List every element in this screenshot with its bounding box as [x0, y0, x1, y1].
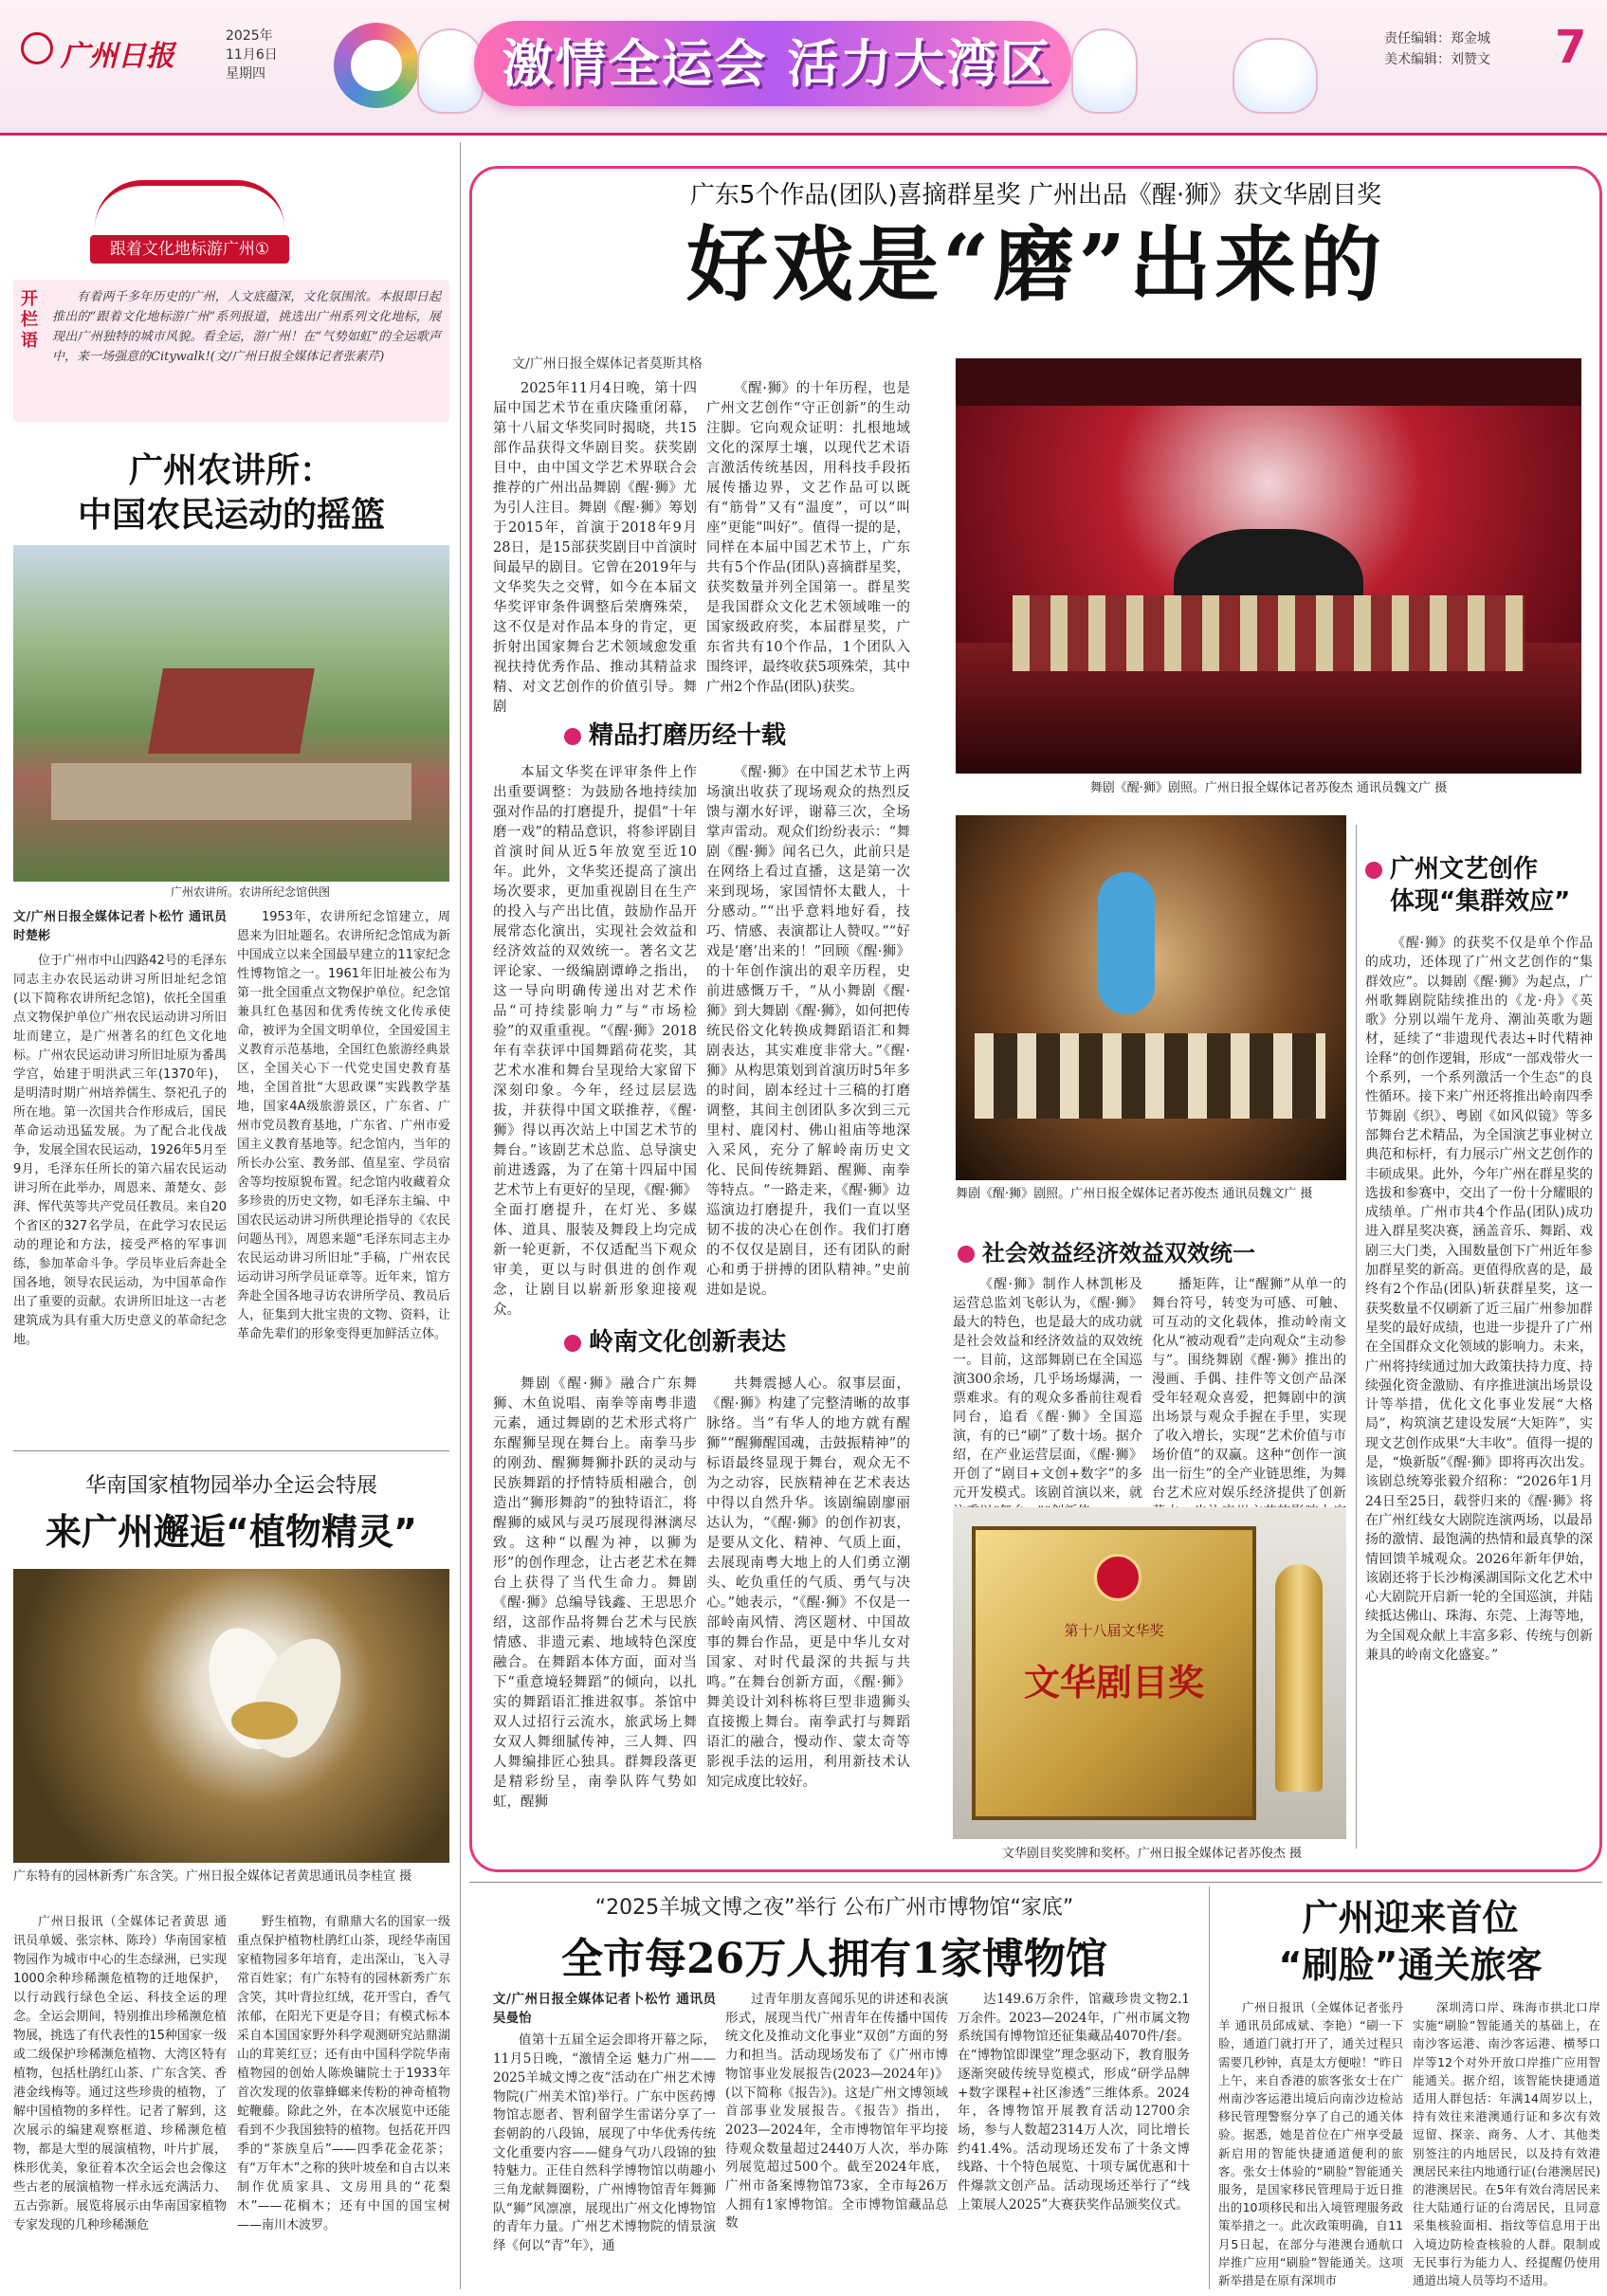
dancer-shape — [1098, 872, 1155, 1014]
left-article-text-col2: 1953年，农讲所纪念馆建立，周恩来为旧址题名。农讲所纪念馆成为新中国成立以来全国最早建立的11家纪念性博物馆之一。1961年旧址被公布为第一批全国重点文物保护单位。纪念馆兼具红色基因和优秀传统文化传承使命，被评为全国文明单位，全国爱国主义教育示范基地，全国红色旅游经典景区，全国关心下一代党史国史教育基地，全国首批“大思政课”实践教学基地，国家4A级旅游景区，广东省、广州市党员教育基地，广东省、广州市爱国主义教育基地等。纪念馆内，当年的所长办公室、教务部、值星室、学员宿舍等均按原貌布置。纪念馆内收藏着众多珍贵的历史文物，如毛泽东主编、中国农民运动讲习所供理论指导的《农民问题丛刊》，周恩来题“毛泽东同志主办农民运动讲习所旧址”手稿，广州农民运动讲习所学员证章等。近年来，馆方奔赴全国各地寻访农讲所学员、教员后人，征集到大批宝贵的文物、资料，让革命先辈们的形象变得更加鲜活立体。 — [237, 910, 450, 1341]
page-number: 7 — [1555, 21, 1587, 74]
garden-photo-caption: 广东特有的园林新秀广东含笑。广州日报全媒体记者黄思通讯员李桂宣 摄 — [13, 1869, 412, 1884]
left-article-text-col1: 位于广州市中山四路42号的毛泽东同志主办农民运动讲习所旧址纪念馆(以下简称农讲所纪念馆)，依托全国重点文物保护单位广州农民运动讲习所旧址而建立，是广州著名的红色文化地标。广州农民运动讲习所旧址原为番禺学宫，始建于明洪武三年(1370年)，是明清时期广州培养儒生、祭祀孔子的所在地。第一次国共合作形成后，国民革命运动迅猛发展。为了配合北伐战争，发展全国农民运动，1926年5月至9月，毛泽东任所长的第六届农民运动讲习所在此举办，周恩来、萧楚女、彭湃、恽代英等共产党员任教员。来自20个省区的327名学员，在此学习农民运动的理论和方法，接受严格的军事训练，参加革命斗争。学员毕业后奔赴全国各地，领导农民运动，为中国革命作出了重要的贡献。农讲所旧址这一古老建筑成为具有重大历史意义的革命纪念地。 — [13, 954, 227, 1347]
feature-inner-divider — [1356, 825, 1357, 1849]
museum-title: 全市每26万人拥有1家博物馆 — [561, 1935, 1107, 1983]
section-3-title: 社会效益经济效益双效统一 — [982, 1240, 1255, 1266]
stage-photo-2-caption: 舞剧《醒·狮》剧照。广州日报全媒体记者苏俊杰 通讯员魏文广 摄 — [956, 1187, 1313, 1201]
building-roof-shape — [148, 668, 315, 754]
column-divider — [1209, 1886, 1210, 2289]
main-title: 好戏是“磨”出来的 — [686, 217, 1385, 313]
main-intro-col1: 2025年11月4日晚，第十四届中国艺术节在重庆隆重闭幕，第十八届文华奖同时揭晓，共15部作品获得文华剧目奖。获奖剧目中，由中国文学艺术界联合会推荐的广州出品舞剧《醒·狮》尤为引人注目。舞剧《醒·狮》筹划于2015年，首演于2018年9月28日，是15部获奖剧目中首演时间最早的剧目。它曾在2019年与文华奖失之交臂，如今在本届文华奖评审条件调整后荣膺殊荣，这不仅是对作品本身的肯定，更折射出国家舞台艺术领域愈发重视扶持优秀作品、推动其精益求精、对文艺创作的价值引导。舞剧 — [493, 381, 697, 715]
art-editor: 美术编辑：刘赞文 — [1384, 52, 1490, 67]
landmark-arch-icon — [95, 180, 284, 228]
mascot-icon — [1233, 38, 1318, 114]
magnolia-photo — [13, 1569, 449, 1863]
issue-weekday: 星期四 — [226, 66, 265, 82]
border-title — [1218, 1894, 1602, 1989]
dancers-shape — [975, 1033, 1325, 1119]
main-kicker: 广东5个作品(团队)喜摘群星奖 广州出品《醒·狮》获文华剧目奖 — [689, 181, 1382, 210]
garden-title: 来广州邂逅“植物精灵” — [46, 1511, 417, 1553]
stage-photo-1 — [956, 358, 1581, 774]
section-2-col2: 共舞震撼人心。叙事层面，《醒·狮》构建了完整清晰的故事脉络。当“有华人的地方就有醒狮”“醒狮醒国魂，击鼓振精神”的标语最终显现于舞台，观众无不为之动容，民族精神在艺术表达中得以自然升华。该剧编剧廖丽达认为，“《醒·狮》的创作初衷，是要从文化、精神、气质上面，去展现南粤大地上的人们勇立潮头、屹负重任的气质、勇气与决心。”她表示，“《醒·狮》不仅是一部岭南风情、湾区题材、中国故事的舞台作品，更是中华儿女对国家、对时代最深的共振与共鸣。”在舞台创新方面，《醒·狮》舞美设计刘科栋将巨型非遗狮头直接搬上舞台。南拳武打与舞蹈语汇的融合，慢动作、蒙太奇等影视手法的运用，利用新技术认知完成度比较好。 — [706, 1376, 910, 1790]
left-article-title-2: 中国农民运动的摇篮 — [77, 496, 385, 535]
editor-credits — [1384, 28, 1490, 70]
bullet-icon — [564, 1335, 581, 1352]
award-emblem-icon — [1094, 1554, 1141, 1601]
issue-day: 11月6日 — [226, 47, 278, 63]
museum-col1 — [493, 1991, 716, 2290]
left-article-body-col1 — [13, 908, 227, 1434]
column-intro-tag: 开栏语 — [21, 289, 38, 351]
theme-banner-text: 激情全运会 活力大湾区 — [502, 34, 1053, 94]
museum-kicker: “2025羊城文博之夜”举行 公布广州市博物馆“家底” — [594, 1896, 1074, 1920]
award-photo-caption: 文华剧目奖奖牌和奖杯。广州日报全媒体记者苏俊杰 摄 — [1001, 1847, 1303, 1861]
stamen-shape — [231, 1702, 298, 1740]
dancers-shape — [1013, 595, 1525, 671]
section-1-col2: 《醒·狮》在中国艺术节上两场演出收获了现场观众的热烈反馈与潮水好评，谢幕三次，全场掌声雷动。观众们纷纷表示：“舞剧《醒·狮》闻名已久，此前只是在网络上看过直播，这是第一次来到现场，家国情怀太戳人，十分感动。”“出乎意料地好看，技巧、情感、表演都让人赞叹。”“好戏是‘磨’出来的！”回顾《醒·狮》的十年创作演出的艰辛历程，史前进感慨万千，“从小舞剧《醒·狮》到大舞剧《醒·狮》，如何把传统民俗文化转换成舞蹈语汇和舞剧表达，其实难度非常大。”《醒·狮》从构思策划到首演历时5年多的时间，剧本经过十三稿的打磨调整，其间主创团队多次到三元里村、鹿冈村、佛山祖庙等地深入采风，充分了解岭南历史文化、民间传统舞蹈、醒狮、南拳等特点。“一路走来，《醒·狮》边巡演边打磨提升，我们一直以坚韧不拔的决心在创作。我们打磨的不仅仅是剧目，还有团队的耐心和勇于拼搏的团队精神。”史前进如是说。 — [706, 765, 910, 1298]
left-article-title-1: 广州农讲所： — [128, 451, 334, 490]
border-text-col1: 广州日报讯（全媒体记者张丹羊 通讯员邱成斌、李艳）“刷一下脸，通道门就打开了，通关过程只需要几秒钟，真是太方便啦！”昨日上午，来自香港的旅客张女士在广州南沙客运港出境后向南沙边检站移民管理警察分享了自己的通关体验。据悉，她是首位在广州享受最新启用的智能快捷通道便利的旅客。张女士体验的“刷脸”智能通关服务，是国家移民管理局于近日推出的10项移民和出入境管理服务政策举措之一。此次政策明确，自11月5日起，在部分与港澳台通航口岸推广应用“刷脸”智能通关。这项新举措是在原有深圳市 — [1218, 2000, 1403, 2288]
section-1-title: 精品打磨历经十载 — [589, 721, 787, 750]
issue-date — [226, 27, 278, 83]
column-label: 跟着文化地标游广州① — [90, 235, 289, 264]
section-4-title-2: 体现“集群效应” — [1390, 887, 1571, 916]
newspaper-name: 广州日报 — [61, 40, 174, 73]
museum-text-col1: 值第十五届全运会即将开幕之际，11月5日晚，“激情全运 魅力广州——2025羊城文博之夜”活动在广州艺术博物院(广州美术馆)举行。广东中医药博物馆志愿者、智利留学生雷诺分享了一套朝韵的八段锦，展现了中华优秀传统文化重要内容——健身气功八段锦的独特魅力。正佳自然科学博物馆以萌趣小三角龙献舞圈粉，广州博物馆青年舞狮队“狮”风凛凛，展现出广州文化博物馆的青年力量。广州艺术博物院的情景演绎《何以“青”年》，通 — [493, 2032, 716, 2254]
stage-photo-1-caption: 舞剧《醒·狮》剧照。广州日报全媒体记者苏俊杰 通讯员魏文广 摄 — [1089, 781, 1448, 795]
section-4-heading — [1365, 853, 1593, 918]
garden-text-col1: 广州日报讯（全媒体记者黄思 通讯员单媛、张宗林、陈玲）华南国家植物园作为城市中心的生态绿洲，已实现1000余种珍稀濒危植物的迁地保护，以行动践行绿色全运、科技全运的理念。全运会期间，特别推出珍稀濒危植物展，挑选了有代表性的15种国家一级或二级保护珍稀濒危植物、大湾区特有植物，包括杜鹃红山茶、广东含笑、香港金线梅等。通过这些珍贵的植物，了解中国植物的多样性。记者了解到，这次展示的编建观察框道、珍稀濒危植物，都是大型的展演植物，叶片扩展，株形优美，象征着本次全运会也会像这些古老的展演植物一样永远充满活力、五古弥新。展览将展示由华南国家植物专家发现的几种珍稀濒危 — [13, 1915, 227, 2232]
museum-text-col3: 达149.6万余件，馆藏珍贵文物2.1万余件。2023—2024年，广州市属文物系统国有博物馆还征集藏品4070件/套。在“博物馆即课堂”理念驱动下，教育服务逐渐突破传统导览模式，形成“研学品牌+数字课程+社区渗透”三维体系。2024年，各博物馆开展教育活动12700余场，参与人数超2314万人次，同比增长约41.4%。活动现场还发布了十条文博线路、十个特色展览、十项专属优惠和十件爆款文创产品。活动现场还举行了“线上策展人2025”大赛获奖作品颁奖仪式。 — [958, 1992, 1190, 2213]
section-2-col1: 舞剧《醒·狮》融合广东舞狮、木鱼说唱、南拳等南粤非遗元素，通过舞剧的艺术形式将广东醒狮呈现在舞台上。南拳马步的刚劲、醒狮舞狮扑跃的灵动与民族舞蹈的抒情特质相融合，创造出“狮形舞韵”的独特语汇，将醒狮的威风与灵巧展现得淋漓尽致。这种“以醒为神，以狮为形”的创作理念，让古老艺术在舞台上获得了当代生命力。舞剧《醒·狮》总编导钱鑫、王思思介绍，这部作品将舞台艺术与民族情感、非遗元素、地域特色深度融合。在舞蹈本体方面，面对当下“重意境轻舞蹈”的倾向，以扎实的舞蹈语汇推进叙事。茶馆中双人过招行云流水，旅武场上舞女双人舞细腻传神，三人舞、四人舞编排匠心独具。群舞段落更是精彩纷呈，南拳队阵气势如虹，醒狮 — [493, 1376, 697, 1810]
stage-photo-2 — [956, 815, 1346, 1180]
garden-text-col2: 野生植物，有鼎鼎大名的国家一级重点保护植物杜鹃红山茶，现经华南国家植物园多年培育，走出深山，飞入寻常百姓家；有广东特有的园林新秀广东含笑，其叶背拉红绒，花开雪白，香气浓郁，在阳光下更是夺目；有模式标本采自本国国家野外科学观测研究站鼎湖山的茸荚红豆；还有由中国科学院华南植物园的创始人陈焕镛院士于1933年首次发现的依靠蜂螂来传粉的神奇植物蛇鞭藤。除此之外，在本次展览中还能看到不少我国独特的植物。包括花开四季的“茶族皇后”——四季花金花茶；有“万年木”之称的狭叶坡垒和自古以来制作优质家具、文房用具的“花梨木”——花榈木；还有中国的国宝树——南川木波罗。 — [237, 1915, 450, 2232]
border-title-2: “刷脸”通关旅客 — [1278, 1944, 1543, 1986]
section-3-heading — [958, 1234, 1356, 1267]
award-trophy-icon — [1275, 1564, 1323, 1792]
left-divider — [13, 1450, 449, 1451]
section-2-heading — [564, 1322, 905, 1358]
newspaper-logo-icon — [21, 32, 53, 64]
section-1-col1: 本届文华奖在评审条件上作出重要调整：为鼓励各地持续加强对作品的打磨提升，提倡“十年磨一戏”的精品意识，将参评剧目首演时间从近5年放宽至近10年。此外，文华奖还提高了演出场次要求，更加重视剧目在生产的投入与产出比值，鼓励作品开展常态化演出，实现社会效益和经济效益的双效统一。著名文艺评论家、一级编剧谭峥之指出，这一导向明确传递出对艺术作品“可持续影响力”与“市场检验”的双重重视。“《醒·狮》2018年有幸获评中国舞蹈荷花奖，其艺术水准和舞台呈现给大家留下深刻印象。今年，经过层层选拔，并获得中国文联推荐，《醒·狮》得以再次站上中国艺术节的舞台。”该剧艺术总监、总导演史前进透露，为了在第十四届中国艺术节上有更好的呈现，《醒·狮》全面打磨提升，在灯光、多媒体、道具、服装及舞段上均完成新一轮更新，不仅适配当下观众审美，更以与时俱进的创作观念，让剧目以崭新形象迎接观众。 — [493, 765, 697, 1318]
column-intro-text: 有着两千多年历史的广州，人文底蕴深，文化氛围浓。本报即日起推出的“跟着文化地标游广州”系列报道，挑选出广州系列文化地标，展现出广州独特的城市风貌。看全运，游广州！在“气势如虹”的全运歌声中，来一场强意的Citywalk!(文/广州日报全媒体记者张素芹) — [52, 290, 441, 364]
award-plaque-line1: 第十八届文华奖 — [1064, 1622, 1164, 1639]
column-divider — [460, 142, 461, 2289]
museum-byline: 文/广州日报全媒体记者卜松竹 通讯员吴曼怡 — [493, 1992, 716, 2026]
mascot-icon — [417, 28, 484, 114]
award-plaque-line2: 文华剧目奖 — [1023, 1661, 1204, 1704]
museum-text-col2: 过青年朋友喜闻乐见的讲述和表演形式，展现当代广州青年在传播中国传统文化及推动文化事业“双创”方面的努力和担当。活动现场发布了《广州市博物馆事业发展报告(2023—2024年)》(以下简称《报告》)。这是广州文博领域首部事业发展报告。《报告》指出，2023—2024年，全市博物馆年平均接待观众数量超过2440万人次，举办陈列展览超过500个。截至2024年底，广州市备案博物馆73家，全市每26万人拥有1家博物馆。全市博物馆藏品总数 — [725, 1992, 948, 2232]
main-byline: 文/广州日报全媒体记者莫斯其格 — [512, 356, 703, 372]
masthead-divider — [0, 133, 1607, 136]
section-2-title: 岭南文化创新表达 — [589, 1328, 787, 1357]
courtyard-shape — [51, 763, 411, 820]
section-4-title-1: 广州文艺创作 — [1390, 855, 1539, 884]
bullet-icon — [564, 728, 581, 745]
main-intro-col2: 《醒·狮》的十年历程，也是广州文艺创作“守正创新”的生动注脚。它向观众证明：扎根地域文化的深厚土壤，以现代艺术语言激活传统基因，用科技手段拓展传播边界，文艺作品可以既有“筋骨”又有“温度”，可以“叫座”更能“叫好”。值得一提的是，同样在本届中国艺术节上，广东共有5个作品(团队)喜摘群星奖，获奖数量并列全国第一。群星奖是我国群众文化艺术领域唯一的国家级政府奖，本届群星奖，广东省共有10个作品，1个团队入围终评，最终收获5项殊荣，其中广州2个作品(团队)获奖。 — [706, 381, 910, 695]
left-article-byline: 文/广州日报全媒体记者卜松竹 通讯员时楚彬 — [13, 910, 227, 943]
award-plaque — [972, 1526, 1256, 1820]
section-3-col1: 《醒·狮》制作人林凯彬及运营总监刘飞彰认为，《醒·狮》最大的特色，也是最大的成功就是社会效益和经济效益的双效统一。目前，这部舞剧已在全国巡演300余场，几乎场场爆满，一票难求。有的观众多番前往观看同台，追看《醒·狮》全国巡演，有的已“刷”了数十场。据介绍，在产业运营层面，《醒·狮》开创了“剧目+文创+数字”的多元开发模式。该剧首演以来，就 — [953, 1277, 1142, 1501]
award-photo — [953, 1507, 1346, 1839]
games-emblem-center — [351, 40, 402, 91]
issue-year: 2025年 — [226, 28, 273, 44]
bottom-divider — [469, 1882, 1602, 1883]
border-text-col2: 深圳湾口岸、珠海市拱北口岸实施“刷脸”智能通关的基础上，在南沙客运港、南沙客运港、横琴口岸等12个对外开放口岸推广应用智能通关。据介绍，该智能快捷通道适用人群包括：年满14周岁以上，持有效往来港澳通行证和多次有效逗留、探亲、商务、人才、其他类别签注的内地居民，以及持有效港澳居民来往内地通行证(台港澳居民)的港澳居民。在5年有效台湾居民来往大陆通行证的台湾居民，且同意采集核验面相、指纹等信息用于出入境边防检查核验的人群。限制或无民事行为能力人、经提醒仍使用通道出境人员等均不适用。 — [1413, 2000, 1600, 2288]
bullet-icon — [958, 1246, 975, 1263]
section-3-col2: 播矩阵，让“醒狮”从单一的舞台符号，转变为可感、可触、可互动的文化载体，推动岭南文化从“被动观看”走向观众“主动参与”。围绕舞剧《醒·狮》推出的漫画、手偶、挂件等文创产品深受年轻观众喜爱，把舞剧中的演出场景与观众手握在手里，实现了收入增长，实现“艺术价值与市场价值”的双赢。这种“创作一演出一衍生”的全产业链思维，为舞台艺术应对娱乐经济提供了创新 — [1152, 1277, 1346, 1501]
editor-in-charge: 责任编辑：郑金城 — [1384, 31, 1490, 46]
garden-kicker: 华南国家植物园举办全运会特展 — [84, 1474, 377, 1498]
section-4-text: 《醒·狮》的获奖不仅是单个作品的成功，还体现了广州文艺创作的“集群效应”。以舞剧《醒·狮》为起点，广州歌舞剧院陆续推出的《龙·舟》《英歌》分别以端午龙舟、潮汕英歌为题材，延续了“非遗现代表达+时代精神诠释”的创作逻辑，形成“一部戏带火一个系列，一个系列激活一个生态”的良性循环。接下来广州还将推出岭南四季节舞剧《织》、粤剧《如风似镜》等多部舞台艺术精品，为全国演艺事业树立典范和标杆，有力展示广州文艺创作的丰硕成果。此外，今年广州在群星奖的选拔和参赛中，交出了一份十分耀眼的成绩单。广州市共4个作品(团队)成功进入群星奖决赛，涵盖音乐、舞蹈、戏剧三大门类，入围数量创下广州近年参加群星奖的新高。更值得欣喜的是，最终有2个作品(团队)斩获群星奖，这一获奖数量不仅刷新了近三届广州参加群星奖的最好成绩，也进一步提升了广州在全国群众文化领域的影响力。未来，广州将持续通过加大政策扶持力度、持续强化资金激励、有序推进演出场景设计等举措，优化文化事业发展“大格局”，构筑演艺建设发展“大矩阵”，实现文艺创作成果“大丰收”。值得一提的是，“焕新版”《醒·狮》即将再次出发。该剧总统筹张毅介绍称：“2026年1月24日至25日，载誉归来的《醒·狮》将在广州红线女大剧院连演两场，以最昂扬的激情、最饱满的热情和最真挚的深情回馈羊城观众。2026年新年伊始，该剧还将于长沙梅溪湖国际文化艺术中心大剧院开启新一轮的全国巡演，并陆续抵达佛山、珠海、东莞、上海等地，为全国观众献上丰富多彩、传统与创新兼具的岭南文化盛宴。” — [1365, 936, 1593, 1663]
section-1-heading — [564, 716, 905, 751]
left-photo-caption: 广州农讲所。农讲所纪念馆供图 — [171, 885, 331, 899]
border-title-1: 广州迎来首位 — [1302, 1897, 1519, 1939]
nongjiangsuo-photo — [13, 545, 449, 882]
stage-top-shape — [956, 358, 1581, 406]
bullet-icon — [1365, 862, 1382, 879]
mascot-icon — [1071, 28, 1138, 114]
